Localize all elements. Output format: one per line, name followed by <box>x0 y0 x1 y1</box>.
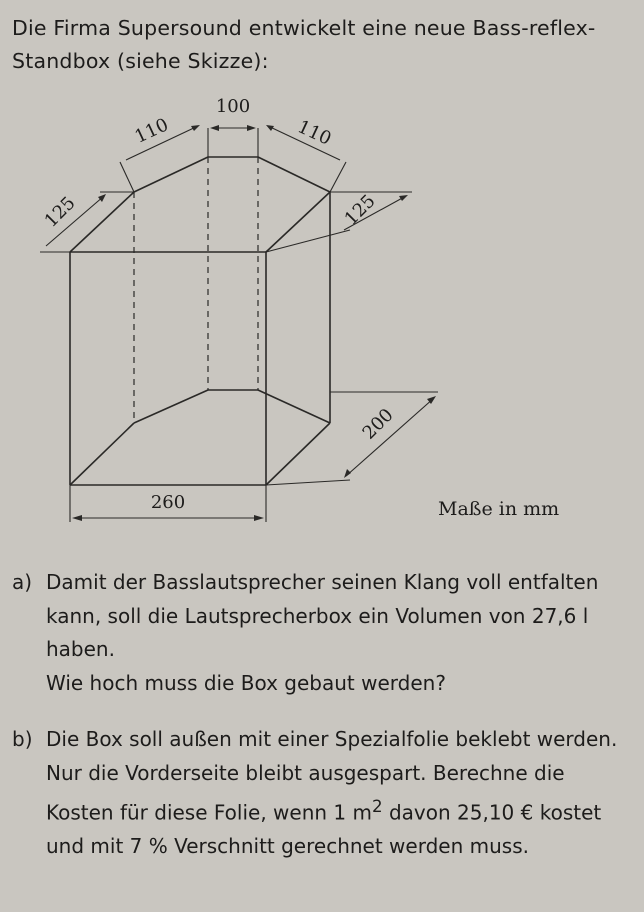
task-b <box>12 723 632 864</box>
top-face <box>70 157 330 252</box>
task-b-text <box>46 723 632 864</box>
dim-label-width: 260 <box>150 492 186 513</box>
dim-label-depth: 200 <box>358 404 398 444</box>
dim-label-top-left: 110 <box>131 114 172 148</box>
dimension-arrows <box>72 125 436 521</box>
dim-label-side-right: 125 <box>340 190 380 230</box>
task-b-text-pre: Die Box soll außen mit einer Spezialfolie beklebt werden. Nur die Vorderseite bleibt ausgespart. Berechne die Kosten für diese Folie, wenn 1 m <box>46 727 618 825</box>
task-a-line-1: Damit der Basslautsprecher seinen Klang voll entfalten kann, soll die Lautsprecherbox ein Volumen von 27,6 l haben. <box>46 570 599 661</box>
task-b-label: b) <box>12 727 33 751</box>
hidden-edges <box>134 157 258 423</box>
task-b-exponent: 2 <box>372 797 383 816</box>
task-a-label: a) <box>12 570 33 594</box>
bottom-face <box>70 390 330 485</box>
dim-label-top-right: 110 <box>294 116 335 150</box>
task-a-line-2: Wie hoch muss die Box gebaut werden? <box>46 670 446 695</box>
dimension-lines <box>40 126 438 522</box>
task-a <box>12 566 632 700</box>
front-face <box>70 252 266 485</box>
dim-label-side-left: 125 <box>40 192 80 232</box>
dim-label-top-middle: 100 <box>215 96 251 117</box>
intro-text: Die Firma Supersound entwickelt eine neue Bass-reflex-Standbox (siehe Skizze): <box>12 16 596 73</box>
unit-note: Maße in mm <box>438 498 560 520</box>
task-b-text-post: davon 25,10 € kostet und mit 7 % Verschnitt gerechnet werden muss. <box>46 800 602 859</box>
